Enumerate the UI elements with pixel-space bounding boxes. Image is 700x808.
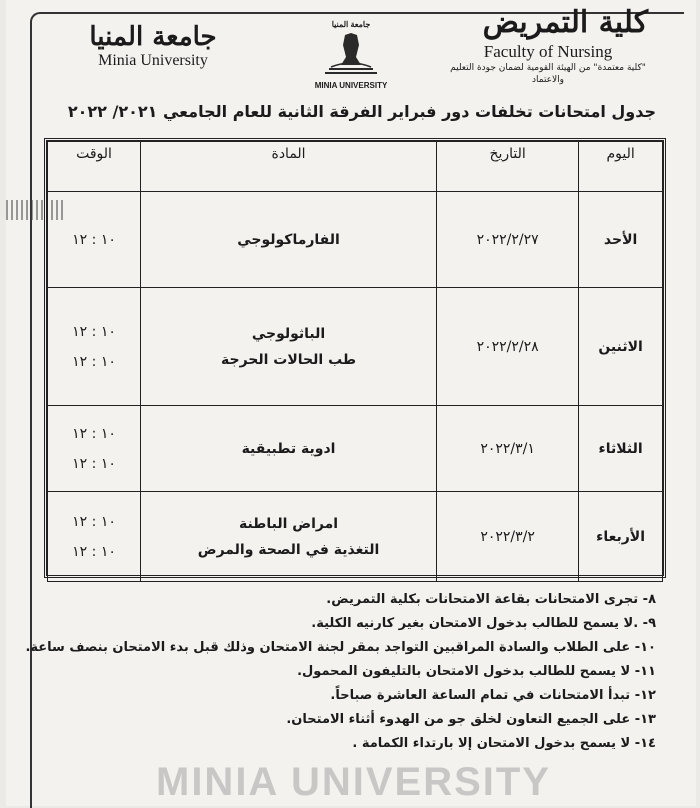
time-text: ١٠ : ١٢ (72, 353, 116, 370)
document-page (6, 0, 696, 806)
date-cell (437, 492, 579, 582)
faculty-name-ar: كلية التمريض (482, 5, 648, 40)
time-cell (48, 406, 141, 492)
faculty-header (448, 6, 648, 86)
date-text: ٢٠٢٢/٣/٢ (480, 528, 535, 545)
day-text: الثلاثاء (598, 440, 643, 457)
faculty-name-en: Faculty of Nursing (483, 42, 613, 61)
table-row (48, 288, 663, 406)
university-name-en: Minia University (98, 52, 208, 69)
day-text: الأربعاء (596, 528, 646, 545)
subject-cell (141, 406, 437, 492)
time-text: ١٠ : ١٢ (72, 543, 116, 560)
subject-text: ادوية تطبيقية (241, 440, 336, 457)
time-cell (48, 192, 141, 288)
university-header (78, 22, 228, 70)
day-cell (579, 406, 663, 492)
date-text: ٢٠٢٢/٢/٢٨ (476, 338, 539, 355)
rule-item: ٩- .لا يسمح للطالب بدخول الامتحان بغير كارنيه الكلية. (311, 616, 656, 631)
rule-item: ١١- لا يسمح للطالب بدخول الامتحان بالتليفون المحمول. (297, 664, 656, 679)
time-text: ١٠ : ١٢ (72, 455, 116, 472)
date-cell (437, 192, 579, 288)
table-row (48, 406, 663, 492)
accreditation-note: "كلية معتمدة" من الهيئة القومية لضمان جودة التعليم والاعتماد (450, 63, 646, 85)
table-header-row (48, 142, 663, 192)
subject-cell (141, 492, 437, 582)
date-cell (437, 288, 579, 406)
university-logo (306, 20, 396, 96)
table-row (48, 492, 663, 582)
day-text: الاثنين (598, 338, 643, 355)
date-cell (437, 406, 579, 492)
logo-text-bottom: MINIA UNIVERSITY (314, 81, 388, 90)
subject-text: امراض الباطنة (238, 515, 339, 532)
subject-text: التغذية في الصحة والمرض (197, 541, 380, 558)
rule-item: ٨- تجرى الامتحانات بقاعة الامتحانات بكلية التمريض. (326, 592, 656, 607)
date-text: ٢٠٢٢/٣/١ (480, 440, 535, 457)
university-name-ar: جامعة المنيا (89, 22, 217, 52)
rule-item: ١٣- على الجميع التعاون لخلق جو من الهدوء أثناء الامتحان. (286, 712, 656, 727)
rule-item: ١٢- تبدأ الامتحانات في تمام الساعة العاشرة صباحاً. (330, 688, 656, 703)
time-cell (48, 492, 141, 582)
rule-item: ١٤- لا يسمح بدخول الامتحان إلا بارتداء الكمامة . (352, 736, 656, 751)
header-time: الوقت (48, 142, 141, 192)
nefertiti-emblem-icon (321, 29, 381, 77)
exam-schedule-table (44, 138, 666, 578)
header-subject: المادة (141, 142, 437, 192)
exam-rules-list (25, 588, 656, 756)
schedule-title: جدول امتحانات تخلفات دور فبراير الفرقة الثانية للعام الجامعي ٢٠٢١/ ٢٠٢٢ (67, 102, 656, 121)
subject-text: الفارماكولوجي (237, 231, 340, 248)
header-day: اليوم (579, 142, 663, 192)
day-cell (579, 192, 663, 288)
logo-text-top: جامعة المنيا (331, 20, 371, 29)
date-text: ٢٠٢٢/٢/٢٧ (476, 231, 539, 248)
day-cell (579, 288, 663, 406)
table-row (48, 192, 663, 288)
subject-text: الباثولوجي (251, 325, 326, 342)
time-cell (48, 288, 141, 406)
header-date: التاريخ (437, 142, 579, 192)
subject-cell (141, 192, 437, 288)
day-text: الأحد (603, 231, 638, 248)
subject-cell (141, 288, 437, 406)
day-cell (579, 492, 663, 582)
time-text: ١٠ : ١٢ (72, 513, 116, 530)
time-text: ١٠ : ١٢ (72, 425, 116, 442)
rule-item: ١٠- على الطلاب والسادة المراقبين التواجد بمقر لجنة الامتحان وذلك قبل بدء الامتحان بنصف ساعة. (25, 640, 656, 655)
university-watermark: MINIA UNIVERSITY (156, 760, 551, 804)
time-text: ١٠ : ١٢ (72, 323, 116, 340)
time-text: ١٠ : ١٢ (72, 231, 116, 248)
subject-text: طب الحالات الحرجة (220, 351, 357, 368)
